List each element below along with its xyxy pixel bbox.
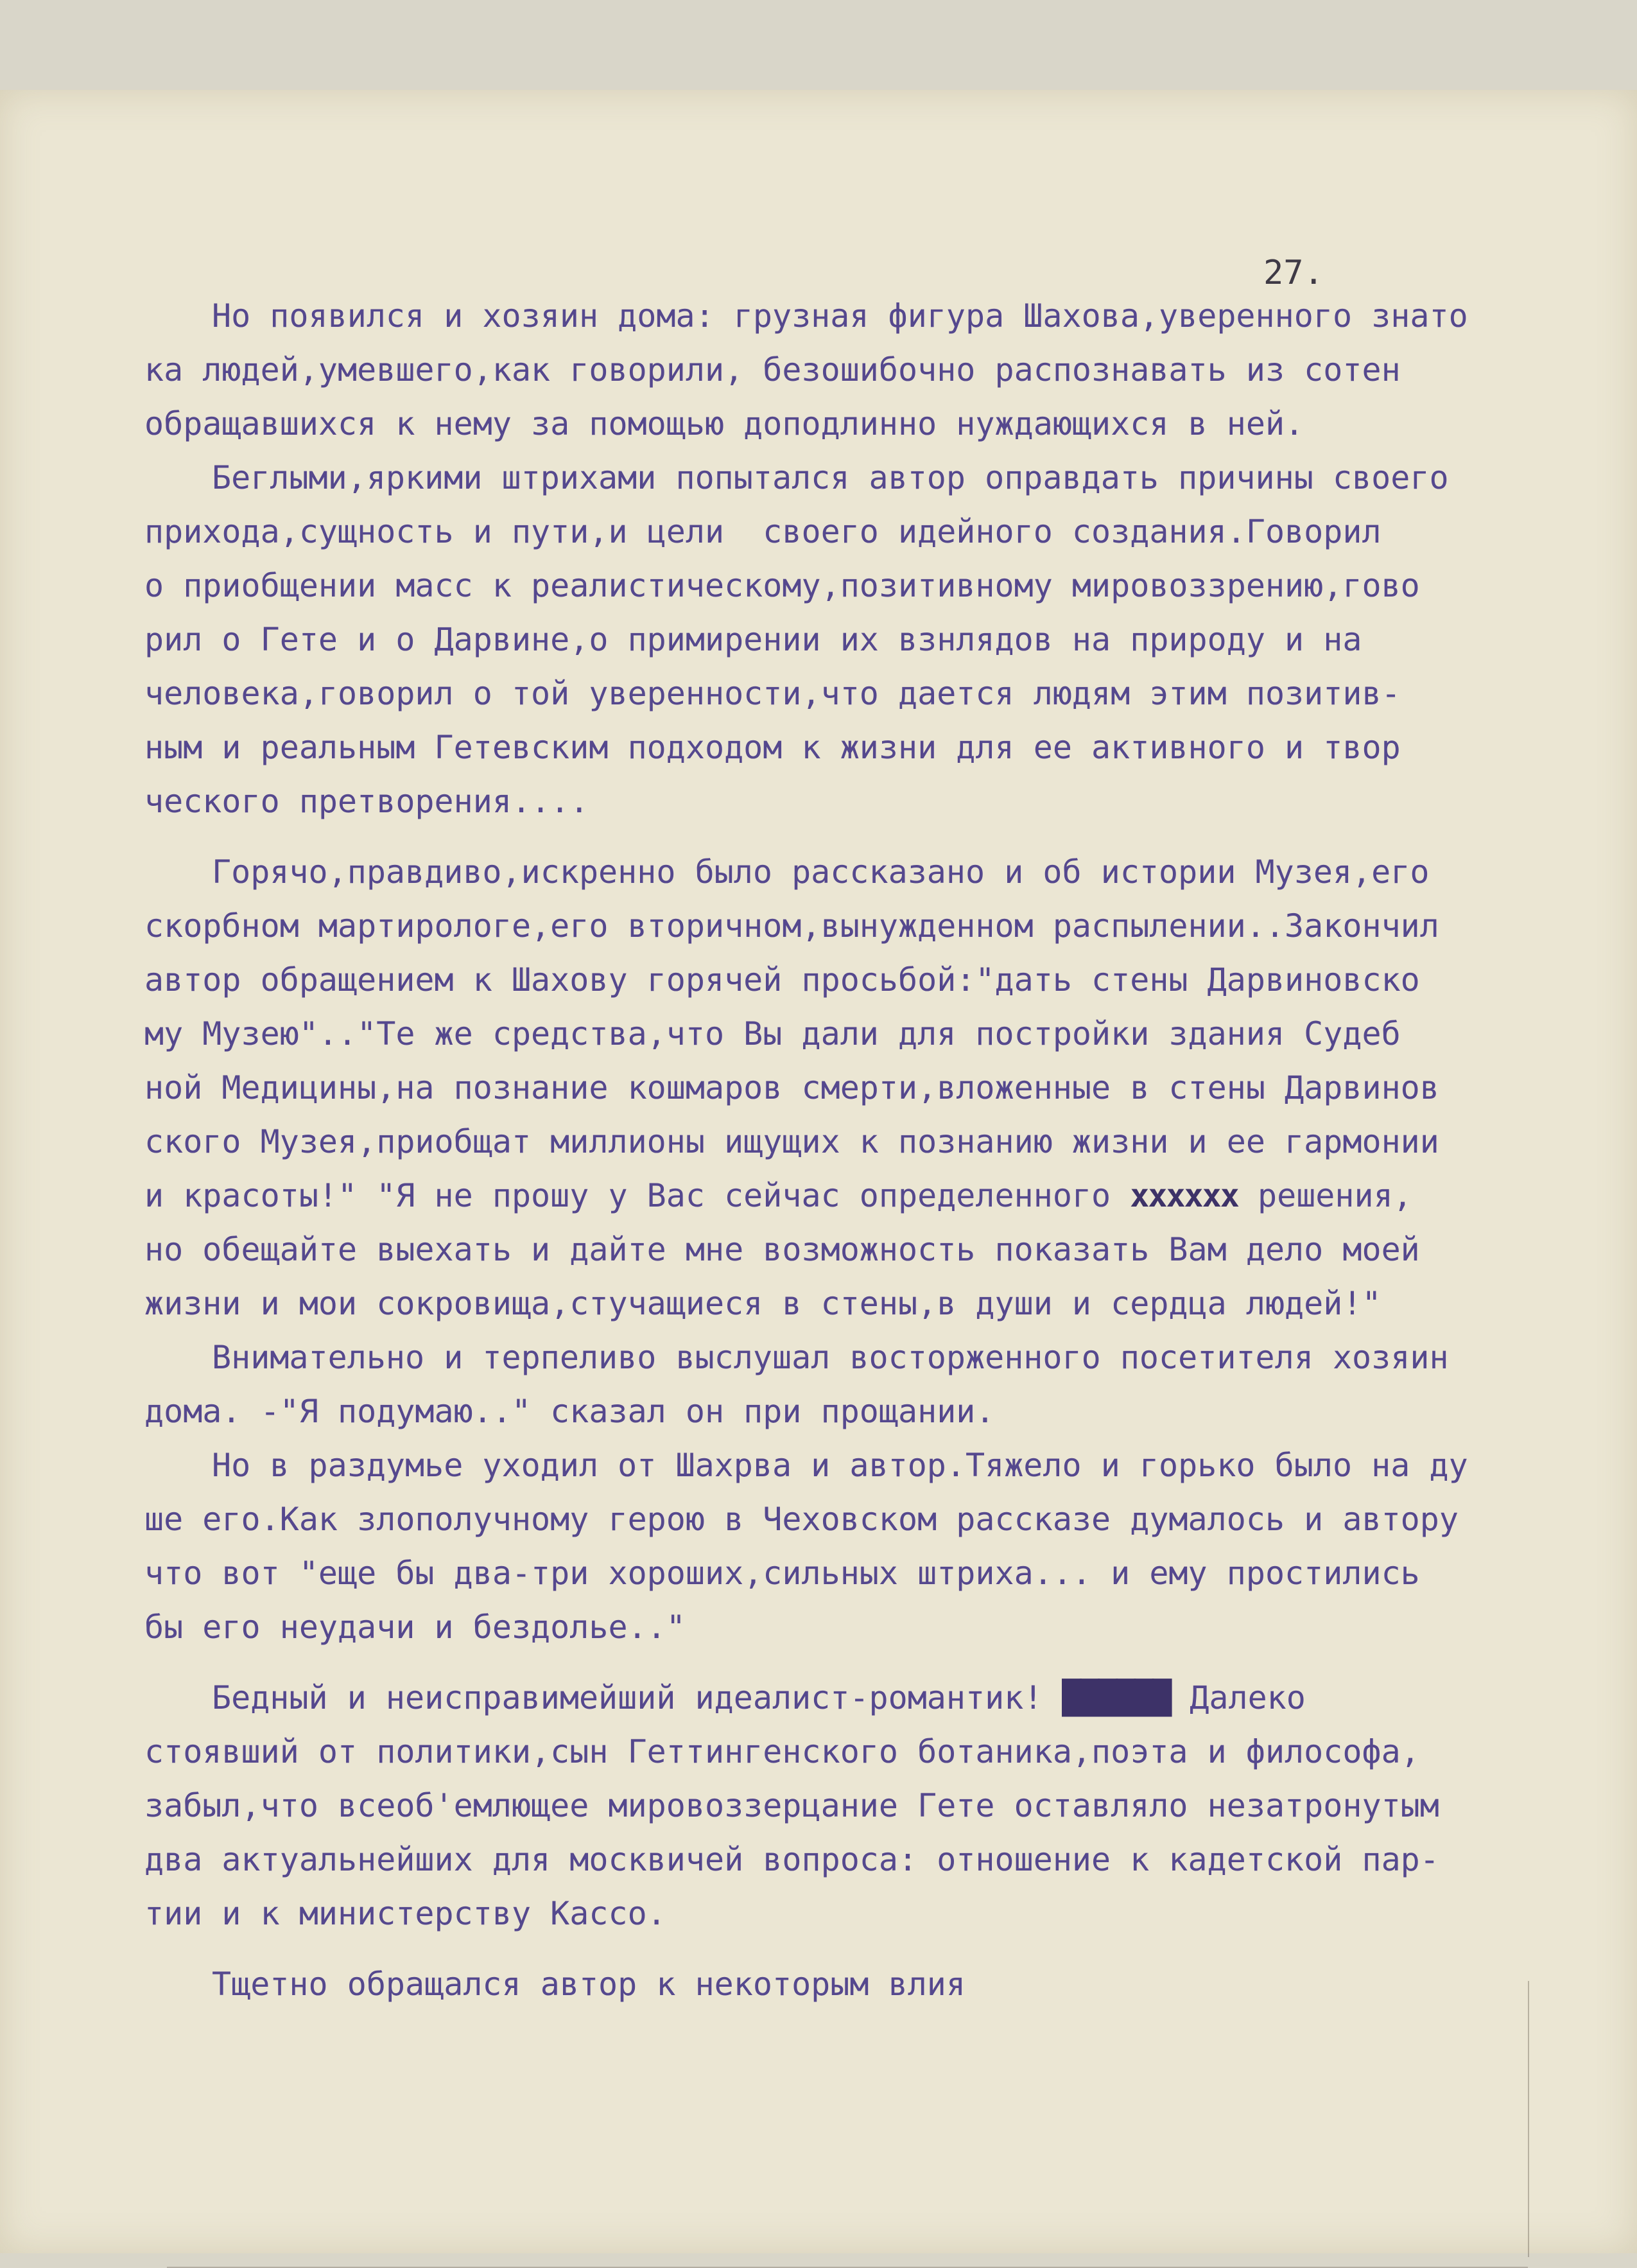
struck-out-word: xxxxxx <box>1130 1177 1238 1214</box>
text-line: дома. -"Я подумаю.." сказал он при прощании. <box>144 1393 995 1430</box>
text-line: но обещайте выехать и дайте мне возможность показать Вам дело моей <box>144 1231 1420 1268</box>
text-segment: решения, <box>1257 1177 1412 1214</box>
text-line: два актуальнейших для москвичей вопроса: отношение к кадетской пар- <box>144 1841 1439 1878</box>
text-line: о приобщении масс к реалистическому,позитивному мировоззрению,гово <box>144 567 1420 604</box>
text-line: Но появился и хозяин дома: грузная фигура Шахова,уверенного знато <box>212 297 1468 335</box>
typewritten-text <box>144 289 1602 2011</box>
text-line: скорбном мартирологе,его вторичном,вынужденном распылении..Закончил <box>144 907 1439 945</box>
page-number: 27. <box>1263 254 1324 292</box>
text-line: Горячо,правдиво,искренно было рассказано и об истории Музея,его <box>212 853 1430 891</box>
paragraph-gap <box>144 828 1602 845</box>
text-line-with-strikeout <box>144 1169 1602 1223</box>
text-line: прихода,сущность и пути,и цели своего идейного создания.Говорил <box>144 513 1381 550</box>
text-line: Внимательно и терпеливо выслушал восторженного посетителя хозяин <box>212 1339 1449 1376</box>
paragraph-gap <box>144 1654 1602 1671</box>
text-line: ше его.Как злополучному герою в Чеховском рассказе думалось и автору <box>144 1501 1459 1538</box>
text-line: тии и к министерству Кассо. <box>144 1895 666 1932</box>
text-line: жизни и мои сокровища,стучащиеся в стены,в души и сердца людей!" <box>144 1285 1381 1322</box>
text-line: ным и реальным Гетевским подходом к жизни для ее активного и твор <box>144 729 1401 766</box>
text-line: что вот "еще бы два-три хороших,сильных штриха... и ему простились <box>144 1555 1420 1592</box>
text-line: ка людей,умевшего,как говорили, безошибочно распознавать из сотен <box>144 351 1401 388</box>
text-segment: Бедный и неисправимейший идеалист-романтик! <box>212 1679 1043 1716</box>
text-line: забыл,что всеоб'емлющее мировоззерцание Гете оставляло незатронутым <box>144 1787 1439 1824</box>
text-line: человека,говорил о той уверенности,что дается людям этим позитив- <box>144 675 1401 712</box>
text-line: Беглыми,яркими штрихами попытался автор оправдать причины своего <box>212 459 1449 496</box>
text-line: ского Музея,приобщат миллионы ищущих к познанию жизни и ее гармонии <box>144 1123 1439 1160</box>
struck-out-word: ██████ <box>1062 1679 1171 1716</box>
paragraph-gap <box>144 1941 1602 1957</box>
text-line: му Музею".."Те же средства,что Вы дали для постройки здания Судеб <box>144 1015 1401 1052</box>
text-segment: Далеко <box>1190 1679 1306 1716</box>
text-line: ной Медицины,на познание кошмаров смерти,вложенные в стены Дарвинов <box>144 1069 1439 1106</box>
text-line: ческого претворения.... <box>144 783 589 820</box>
text-segment: и красоты!" "Я не прошу у Вас сейчас определенного <box>144 1177 1111 1214</box>
text-line: Тщетно обращался автор к некоторым влия <box>212 1966 966 2003</box>
text-line: обращавшихся к нему за помощью доподлинно нуждающихся в ней. <box>144 405 1304 442</box>
pencil-margin-line <box>1528 1981 1529 2257</box>
text-line-with-strikeout <box>144 1671 1602 1725</box>
text-line: бы его неудачи и бездолье.." <box>144 1609 686 1646</box>
typewritten-page <box>0 90 1637 2253</box>
text-line: рил о Гете и о Дарвине,о примирении их взнлядов на природу и на <box>144 621 1362 658</box>
text-line: Но в раздумье уходил от Шахрва и автор.Тяжело и горько было на ду <box>212 1447 1468 1484</box>
text-line: автор обращением к Шахову горячей просьбой:"дать стены Дарвиновско <box>144 961 1420 999</box>
text-line: стоявший от политики,сын Геттингенского ботаника,поэта и философа, <box>144 1733 1420 1770</box>
